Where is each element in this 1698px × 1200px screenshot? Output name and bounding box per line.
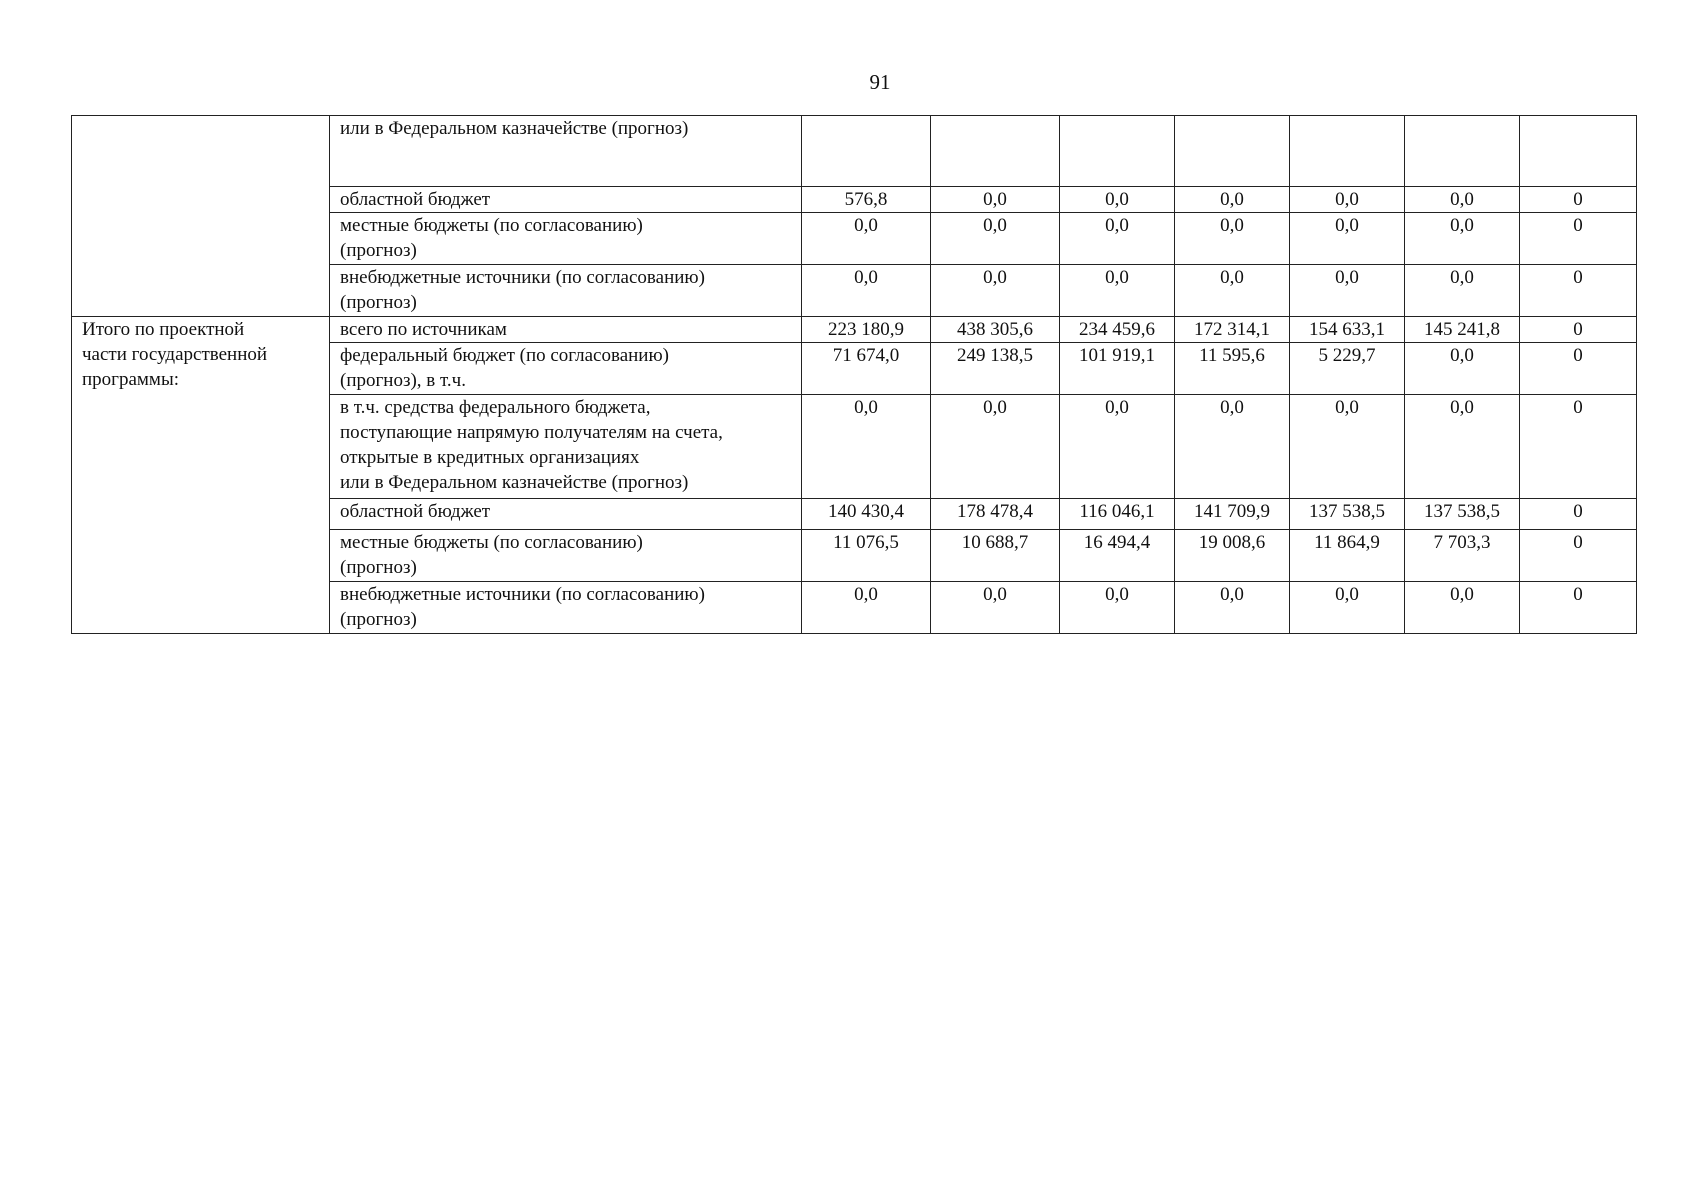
value-cell: 0,0 bbox=[1405, 187, 1520, 213]
value-cell: 7 703,3 bbox=[1405, 530, 1520, 582]
value-cell bbox=[1290, 116, 1405, 187]
funding-source-line: (прогноз) bbox=[340, 609, 417, 630]
table-row bbox=[72, 317, 1637, 343]
funding-source-line: (прогноз), в т.ч. bbox=[340, 370, 466, 391]
value-cell: 101 919,1 bbox=[1060, 343, 1175, 395]
value-cell bbox=[1405, 116, 1520, 187]
value-cell: 0,0 bbox=[1290, 187, 1405, 213]
value-cell: 0,0 bbox=[1060, 187, 1175, 213]
value-cell: 172 314,1 bbox=[1175, 317, 1290, 343]
value-cell: 0,0 bbox=[931, 582, 1060, 634]
funding-source-line: (прогноз) bbox=[340, 557, 417, 578]
value-cell: 0,0 bbox=[1290, 265, 1405, 317]
budget-table bbox=[71, 115, 1637, 634]
value-cell: 0,0 bbox=[1405, 343, 1520, 395]
value-cell: 0,0 bbox=[1175, 395, 1290, 499]
funding-source-cell bbox=[330, 213, 802, 265]
value-cell: 0,0 bbox=[1290, 395, 1405, 499]
value-cell: 0,0 bbox=[1060, 265, 1175, 317]
value-cell: 11 595,6 bbox=[1175, 343, 1290, 395]
funding-source-line: внебюджетные источники (по согласованию) bbox=[340, 584, 705, 605]
funding-source-line: всего по источникам bbox=[340, 319, 507, 340]
value-cell: 16 494,4 bbox=[1060, 530, 1175, 582]
value-cell: 178 478,4 bbox=[931, 499, 1060, 530]
value-cell: 0,0 bbox=[1290, 582, 1405, 634]
empty-group-cell bbox=[72, 116, 330, 317]
funding-source-line: областной бюджет bbox=[340, 501, 491, 522]
value-cell bbox=[931, 116, 1060, 187]
value-cell: 0,0 bbox=[1405, 582, 1520, 634]
value-cell: 0,0 bbox=[1175, 265, 1290, 317]
funding-source-cell bbox=[330, 499, 802, 530]
value-cell: 0,0 bbox=[1060, 395, 1175, 499]
value-cell: 0,0 bbox=[1405, 213, 1520, 265]
value-cell: 137 538,5 bbox=[1405, 499, 1520, 530]
page-number: 91 bbox=[869, 70, 891, 94]
value-cell bbox=[802, 116, 931, 187]
value-cell: 11 076,5 bbox=[802, 530, 931, 582]
funding-source-line: в т.ч. средства федерального бюджета, bbox=[340, 397, 651, 418]
value-cell: 11 864,9 bbox=[1290, 530, 1405, 582]
funding-source-cell bbox=[330, 582, 802, 634]
funding-source-line: федеральный бюджет (по согласованию) bbox=[340, 345, 669, 366]
value-cell: 223 180,9 bbox=[802, 317, 931, 343]
value-cell: 0,0 bbox=[1290, 213, 1405, 265]
value-cell: 0 bbox=[1520, 317, 1637, 343]
value-cell: 116 046,1 bbox=[1060, 499, 1175, 530]
value-cell: 140 430,4 bbox=[802, 499, 931, 530]
value-cell: 0,0 bbox=[802, 265, 931, 317]
funding-source-line: местные бюджеты (по согласованию) bbox=[340, 532, 643, 553]
funding-source-cell bbox=[330, 116, 802, 187]
funding-source-cell bbox=[330, 317, 802, 343]
value-cell: 0,0 bbox=[1060, 582, 1175, 634]
table-row bbox=[72, 116, 1637, 187]
value-cell: 0,0 bbox=[802, 582, 931, 634]
value-cell: 576,8 bbox=[802, 187, 931, 213]
funding-source-line: открытые в кредитных организациях bbox=[340, 447, 640, 468]
value-cell: 0,0 bbox=[1175, 582, 1290, 634]
value-cell: 0 bbox=[1520, 343, 1637, 395]
value-cell: 0,0 bbox=[931, 213, 1060, 265]
value-cell: 19 008,6 bbox=[1175, 530, 1290, 582]
value-cell: 0,0 bbox=[931, 187, 1060, 213]
value-cell: 438 305,6 bbox=[931, 317, 1060, 343]
funding-source-line: местные бюджеты (по согласованию) bbox=[340, 215, 643, 236]
value-cell: 0,0 bbox=[1175, 187, 1290, 213]
funding-source-cell bbox=[330, 395, 802, 499]
value-cell bbox=[1175, 116, 1290, 187]
funding-source-line: или в Федеральном казначействе (прогноз) bbox=[340, 118, 689, 139]
value-cell: 0 bbox=[1520, 213, 1637, 265]
value-cell: 71 674,0 bbox=[802, 343, 931, 395]
value-cell: 141 709,9 bbox=[1175, 499, 1290, 530]
total-group-label bbox=[72, 317, 330, 634]
funding-source-cell bbox=[330, 265, 802, 317]
value-cell: 0 bbox=[1520, 530, 1637, 582]
value-cell: 0 bbox=[1520, 265, 1637, 317]
funding-source-cell bbox=[330, 187, 802, 213]
value-cell: 0 bbox=[1520, 395, 1637, 499]
funding-source-line: (прогноз) bbox=[340, 292, 417, 313]
group-label-line: программы: bbox=[82, 369, 179, 390]
group-label-line: Итого по проектной bbox=[82, 319, 245, 340]
funding-source-line: поступающие напрямую получателям на счета, bbox=[340, 422, 723, 443]
funding-source-line: областной бюджет bbox=[340, 189, 491, 210]
value-cell: 0 bbox=[1520, 499, 1637, 530]
funding-source-line: внебюджетные источники (по согласованию) bbox=[340, 267, 705, 288]
value-cell: 0,0 bbox=[802, 213, 931, 265]
value-cell: 249 138,5 bbox=[931, 343, 1060, 395]
value-cell bbox=[1060, 116, 1175, 187]
funding-source-line: (прогноз) bbox=[340, 240, 417, 261]
value-cell: 0,0 bbox=[1175, 213, 1290, 265]
value-cell: 0,0 bbox=[931, 395, 1060, 499]
value-cell: 0,0 bbox=[1405, 265, 1520, 317]
funding-source-line: или в Федеральном казначействе (прогноз) bbox=[340, 472, 689, 493]
value-cell: 0 bbox=[1520, 582, 1637, 634]
funding-source-cell bbox=[330, 343, 802, 395]
group-label-line: части государственной bbox=[82, 344, 268, 365]
value-cell: 0,0 bbox=[802, 395, 931, 499]
value-cell: 0,0 bbox=[1405, 395, 1520, 499]
value-cell: 0 bbox=[1520, 187, 1637, 213]
value-cell: 0,0 bbox=[1060, 213, 1175, 265]
value-cell: 145 241,8 bbox=[1405, 317, 1520, 343]
value-cell: 10 688,7 bbox=[931, 530, 1060, 582]
value-cell bbox=[1520, 116, 1637, 187]
value-cell: 154 633,1 bbox=[1290, 317, 1405, 343]
value-cell: 5 229,7 bbox=[1290, 343, 1405, 395]
funding-source-cell bbox=[330, 530, 802, 582]
value-cell: 0,0 bbox=[931, 265, 1060, 317]
value-cell: 234 459,6 bbox=[1060, 317, 1175, 343]
value-cell: 137 538,5 bbox=[1290, 499, 1405, 530]
